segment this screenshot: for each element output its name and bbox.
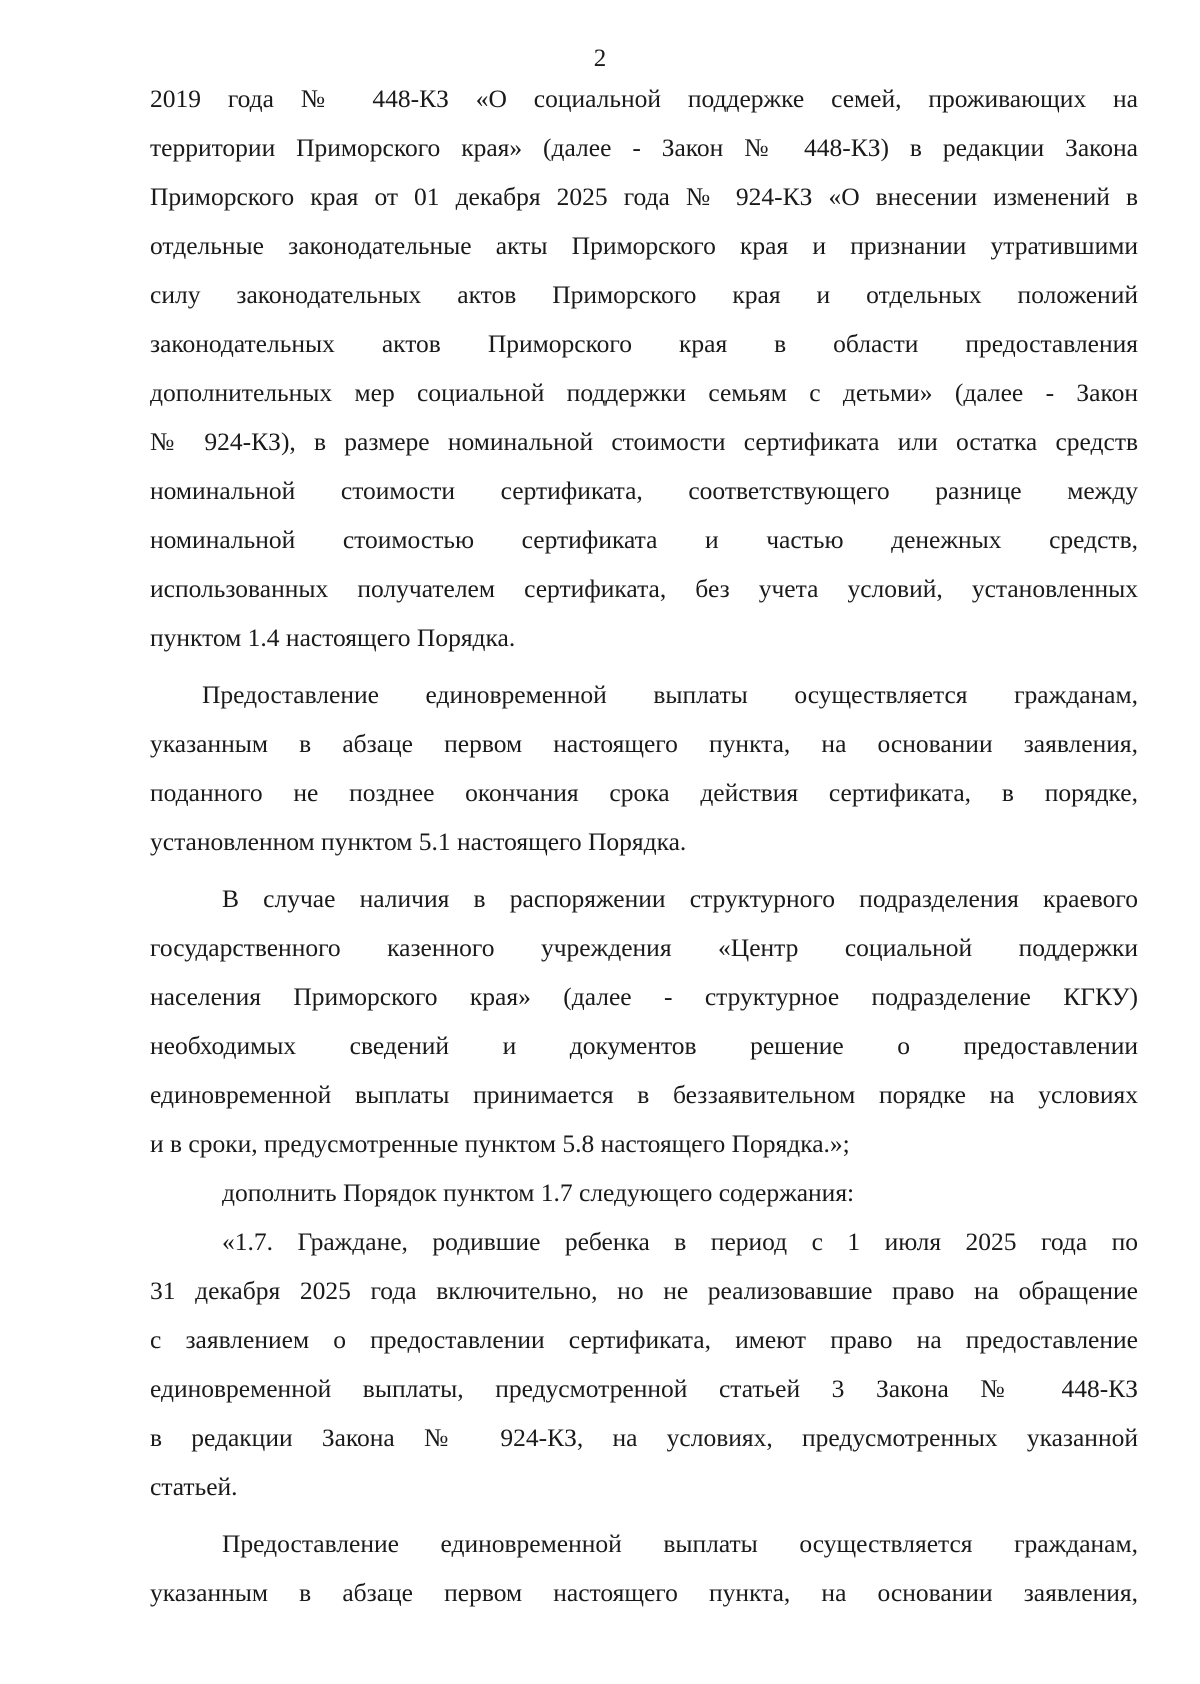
document-body [150, 74, 1138, 1617]
text-line: Предоставление единовременной выплаты осуществляется гражданам, [222, 1529, 1138, 1558]
text-line: отдельные законодательные акты Приморского края и признании утратившими [150, 231, 1138, 260]
paragraph-gap [150, 1511, 1138, 1519]
text-line: поданного не позднее окончания срока действия сертификата, в порядке, [150, 778, 1138, 807]
text-line: пунктом 1.4 настоящего Порядка. [150, 623, 516, 652]
text-line: В случае наличия в распоряжении структурного подразделения краевого [222, 884, 1138, 913]
text-line: указанным в абзаце первом настоящего пункта, на основании заявления, [150, 1578, 1138, 1607]
paragraph-gap [150, 662, 1138, 670]
text-line: Приморского края от 01 декабря 2025 года № 924-КЗ «О внесении изменений в [150, 182, 1138, 211]
text-line: государственного казенного учреждения «Центр социальной поддержки [150, 933, 1138, 962]
text-line: 31 декабря 2025 года включительно, но не реализовавшие право на обращение [150, 1276, 1138, 1305]
text-line: статьей. [150, 1472, 238, 1501]
text-line: населения Приморского края» (далее - структурное подразделение КГКУ) [150, 982, 1138, 1011]
text-line: необходимых сведений и документов решение о предоставлении [150, 1031, 1138, 1060]
text-line: силу законодательных актов Приморского края и отдельных положений [150, 280, 1138, 309]
paragraph-gap [150, 866, 1138, 874]
text-line: № 924-КЗ), в размере номинальной стоимости сертификата или остатка средств [150, 427, 1138, 456]
text-line: дополнить Порядок пунктом 1.7 следующего содержания: [222, 1178, 855, 1207]
text-line: Предоставление единовременной выплаты осуществляется гражданам, [202, 680, 1138, 709]
text-line: установленном пунктом 5.1 настоящего Порядка. [150, 827, 687, 856]
text-line: единовременной выплаты принимается в беззаявительном порядке на условиях [150, 1080, 1138, 1109]
text-line: законодательных актов Приморского края в области предоставления [150, 329, 1138, 358]
text-line: дополнительных мер социальной поддержки семьям с детьми» (далее - Закон [150, 378, 1138, 407]
text-line: использованных получателем сертификата, без учета условий, установленных [150, 574, 1138, 603]
text-line: номинальной стоимостью сертификата и частью денежных средств, [150, 525, 1138, 554]
text-line: единовременной выплаты, предусмотренной статьей 3 Закона № 448-КЗ [150, 1374, 1138, 1403]
text-line: в редакции Закона № 924-КЗ, на условиях, предусмотренных указанной [150, 1423, 1138, 1452]
text-line: с заявлением о предоставлении сертификата, имеют право на предоставление [150, 1325, 1138, 1354]
text-line: и в сроки, предусмотренные пунктом 5.8 настоящего Порядка.»; [150, 1129, 850, 1158]
text-line: номинальной стоимости сертификата, соответствующего разнице между [150, 476, 1138, 505]
text-line: указанным в абзаце первом настоящего пункта, на основании заявления, [150, 729, 1138, 758]
text-line: территории Приморского края» (далее - Закон № 448-КЗ) в редакции Закона [150, 133, 1138, 162]
text-line: «1.7. Граждане, родившие ребенка в период с 1 июля 2025 года по [222, 1227, 1138, 1256]
page-number: 2 [593, 45, 607, 72]
text-line: 2019 года № 448-КЗ «О социальной поддержке семей, проживающих на [150, 84, 1138, 113]
